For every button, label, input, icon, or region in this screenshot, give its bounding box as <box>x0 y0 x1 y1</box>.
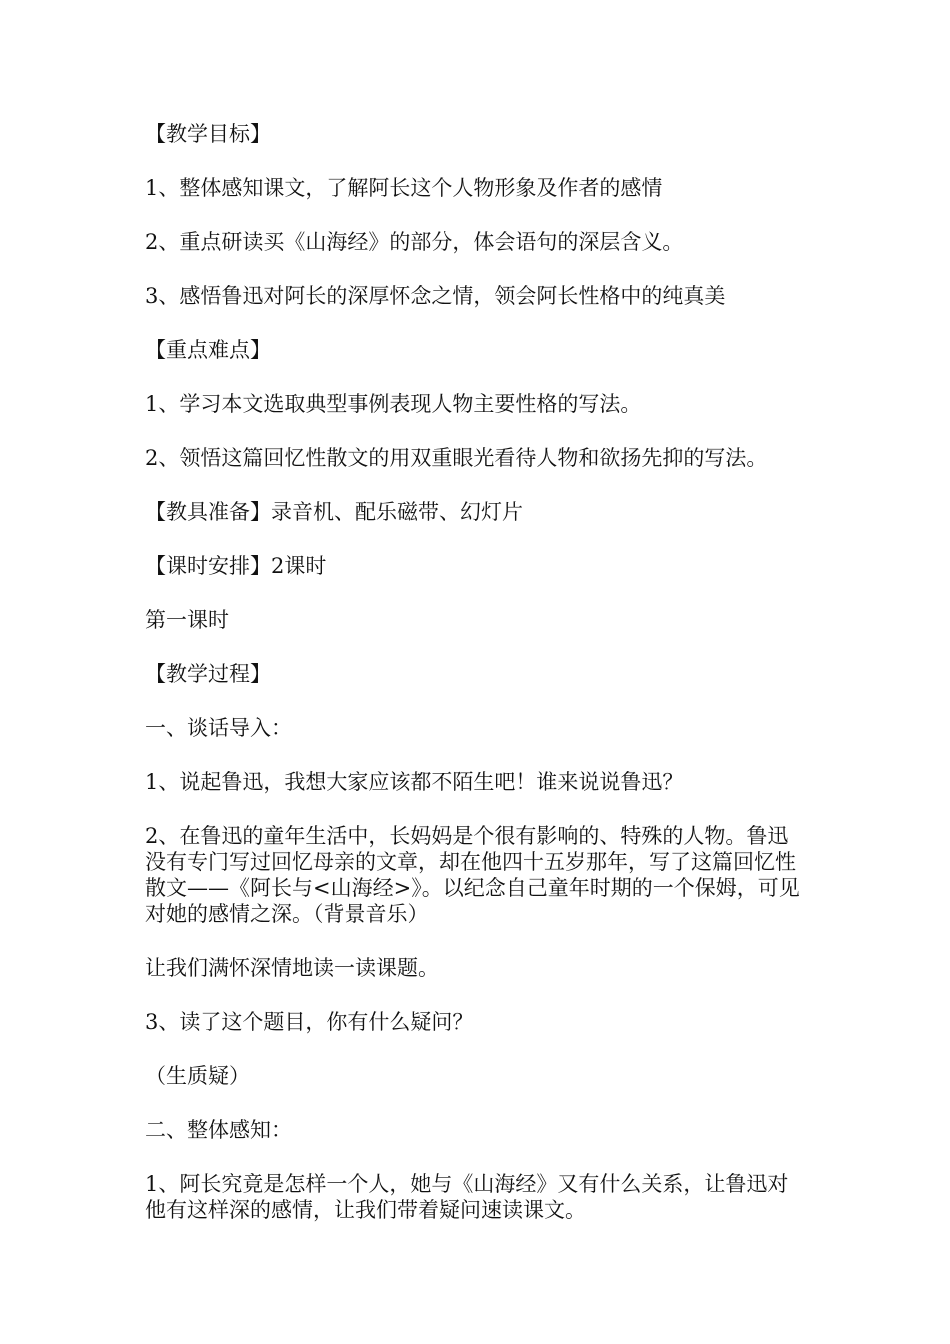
lesson-one-heading: 第一课时 <box>145 608 229 632</box>
goal-item-1: 1、整体感知课文，了解阿长这个人物形象及作者的感情 <box>145 176 663 200</box>
heading-teaching-process: 【教学过程】 <box>145 662 271 686</box>
intro-item-2: 2、在鲁迅的童年生活中，长妈妈是个很有影响的、特殊的人物。鲁迅没有专门写过回忆母亲的文章，却在他四十五岁那年，写了这篇回忆性散文——《阿长与<山海经>》。以纪念自己童年时期的一个保姆，可见对她的感情之深。（背景音乐） <box>145 824 800 926</box>
intro-item-3: 3、读了这个题目，你有什么疑问？ <box>145 1010 474 1034</box>
section-overall-perception: 二、整体感知： <box>145 1118 292 1142</box>
intro-item-1: 1、说起鲁迅，我想大家应该都不陌生吧！谁来说说鲁迅？ <box>145 770 684 794</box>
difficulty-item-2: 2、领悟这篇回忆性散文的用双重眼光看待人物和欲扬先抑的写法。 <box>145 446 768 470</box>
read-title-prompt: 让我们满怀深情地读一读课题。 <box>145 956 439 980</box>
class-schedule: 【课时安排】2课时 <box>145 554 327 578</box>
student-question-note: （生质疑） <box>145 1064 250 1088</box>
heading-key-difficulties: 【重点难点】 <box>145 338 271 362</box>
goal-item-3: 3、感悟鲁迅对阿长的深厚怀念之情，领会阿长性格中的纯真美 <box>145 284 726 308</box>
document-body <box>145 121 807 1251</box>
difficulty-item-1: 1、学习本文选取典型事例表现人物主要性格的写法。 <box>145 392 642 416</box>
goal-item-2: 2、重点研读买《山海经》的部分，体会语句的深层含义。 <box>145 230 684 254</box>
perception-item-1: 1、阿长究竟是怎样一个人，她与《山海经》又有什么关系，让鲁迅对他有这样深的感情，让我们带着疑问速读课文。 <box>145 1172 789 1222</box>
heading-teaching-goals: 【教学目标】 <box>145 122 271 146</box>
section-introduction: 一、谈话导入： <box>145 716 292 740</box>
teaching-aids: 【教具准备】录音机、配乐磁带、幻灯片 <box>145 500 523 524</box>
